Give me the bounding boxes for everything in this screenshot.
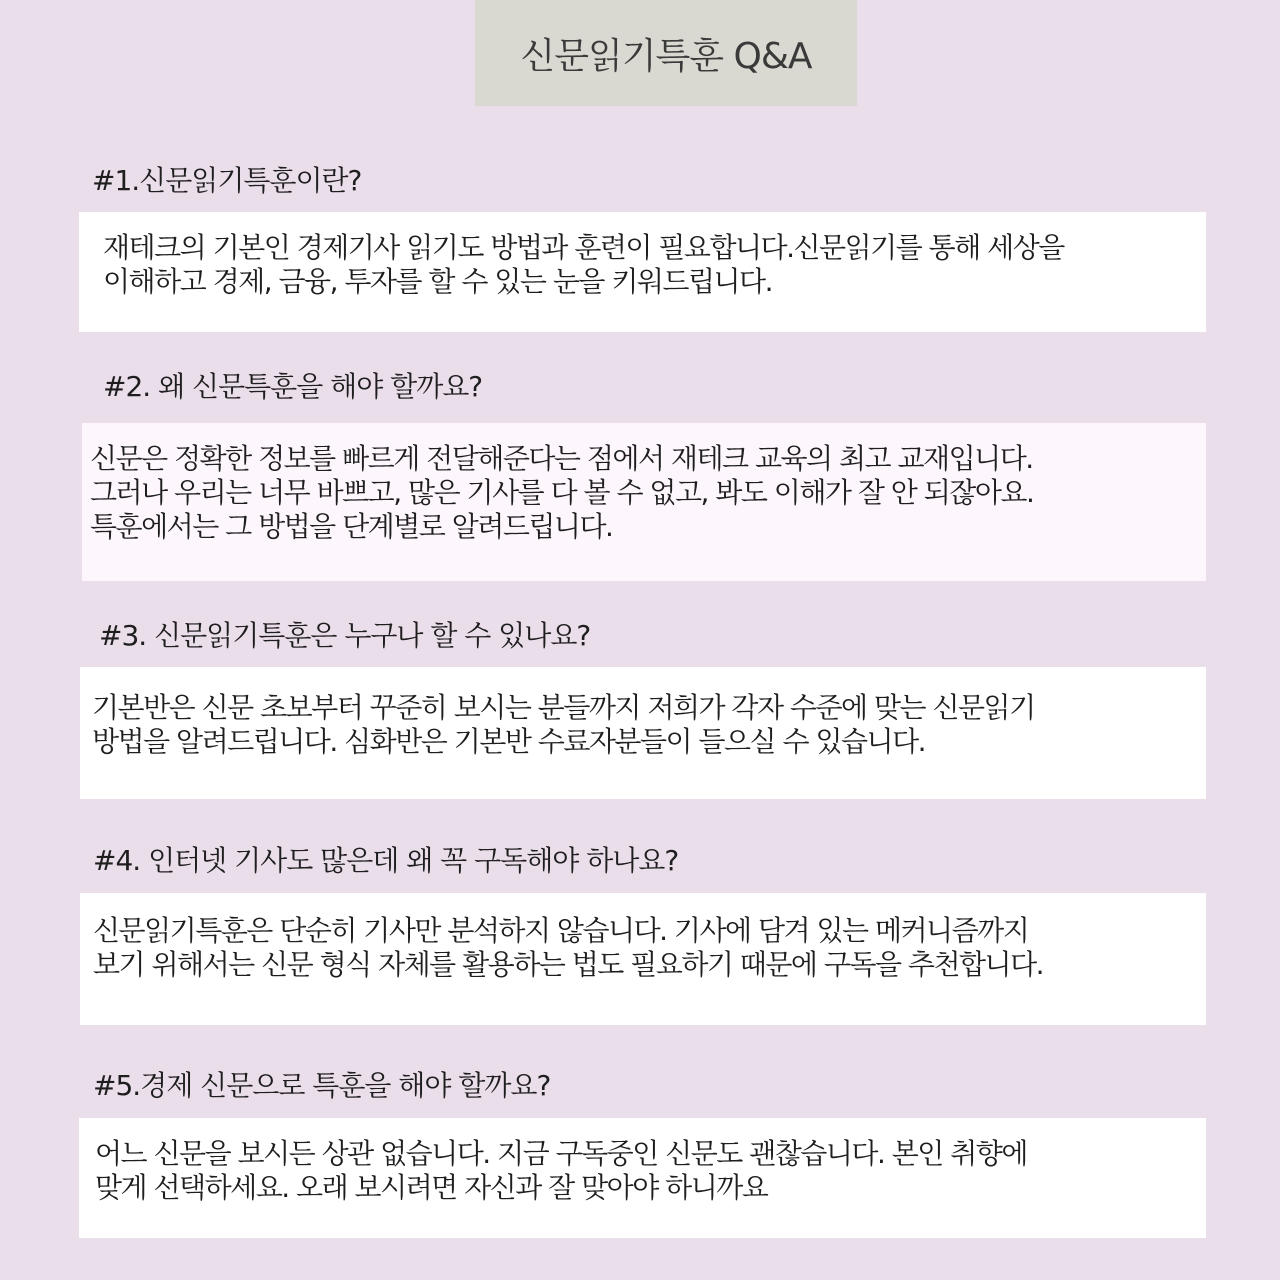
- faq-question-5: #5.경제 신문으로 특훈을 해야 할까요?: [93, 1069, 551, 1102]
- faq-answer-4-line-1: 신문읽기특훈은 단순히 기사만 분석하지 않습니다. 기사에 담겨 있는 메커니즘까지: [93, 914, 1029, 947]
- faq-answer-3-line-2: 방법을 알려드립니다. 심화반은 기본반 수료자분들이 들으실 수 있습니다.: [92, 725, 926, 758]
- faq-answer-5-line-2: 맞게 선택하세요. 오래 보시려면 자신과 잘 맞아야 하니까요: [95, 1171, 768, 1204]
- faq-answer-2-line-1: 신문은 정확한 정보를 빠르게 전달해준다는 점에서 재테크 교육의 최고 교재입니다.: [90, 442, 1033, 475]
- faq-question-1: #1.신문읽기특훈이란?: [92, 164, 362, 197]
- page-title: 신문읽기특훈 Q&A: [520, 35, 812, 77]
- faq-answer-box-2: [82, 423, 1206, 581]
- faq-answer-1-line-2: 이해하고 경제, 금융, 투자를 할 수 있는 눈을 키워드립니다.: [103, 265, 773, 298]
- faq-answer-box-5: [79, 1118, 1206, 1238]
- faq-answer-box-1: [79, 212, 1206, 332]
- faq-answer-3-line-1: 기본반은 신문 초보부터 꾸준히 보시는 분들까지 저희가 각자 수준에 맞는 신문읽기: [92, 691, 1035, 724]
- faq-answer-2-line-3: 특훈에서는 그 방법을 단계별로 알려드립니다.: [90, 510, 613, 543]
- faq-answer-box-3: [80, 667, 1206, 799]
- faq-question-2: #2. 왜 신문특훈을 해야 할까요?: [103, 370, 483, 403]
- faq-answer-4-line-2: 보기 위해서는 신문 형식 자체를 활용하는 법도 필요하기 때문에 구독을 추천합니다.: [93, 948, 1044, 981]
- faq-question-3: #3. 신문읽기특훈은 누구나 할 수 있나요?: [99, 619, 591, 652]
- title-banner: [475, 0, 857, 106]
- faq-answer-box-4: [80, 893, 1206, 1025]
- faq-answer-5-line-1: 어느 신문을 보시든 상관 없습니다. 지금 구독중인 신문도 괜찮습니다. 본인 취향에: [95, 1137, 1027, 1170]
- faq-answer-1-line-1: 재테크의 기본인 경제기사 읽기도 방법과 훈련이 필요합니다.신문읽기를 통해 세상을: [103, 231, 1064, 264]
- faq-answer-2-line-2: 그러나 우리는 너무 바쁘고, 많은 기사를 다 볼 수 없고, 봐도 이해가 잘 안 되잖아요.: [90, 476, 1034, 509]
- faq-question-4: #4. 인터넷 기사도 많은데 왜 꼭 구독해야 하나요?: [93, 844, 679, 877]
